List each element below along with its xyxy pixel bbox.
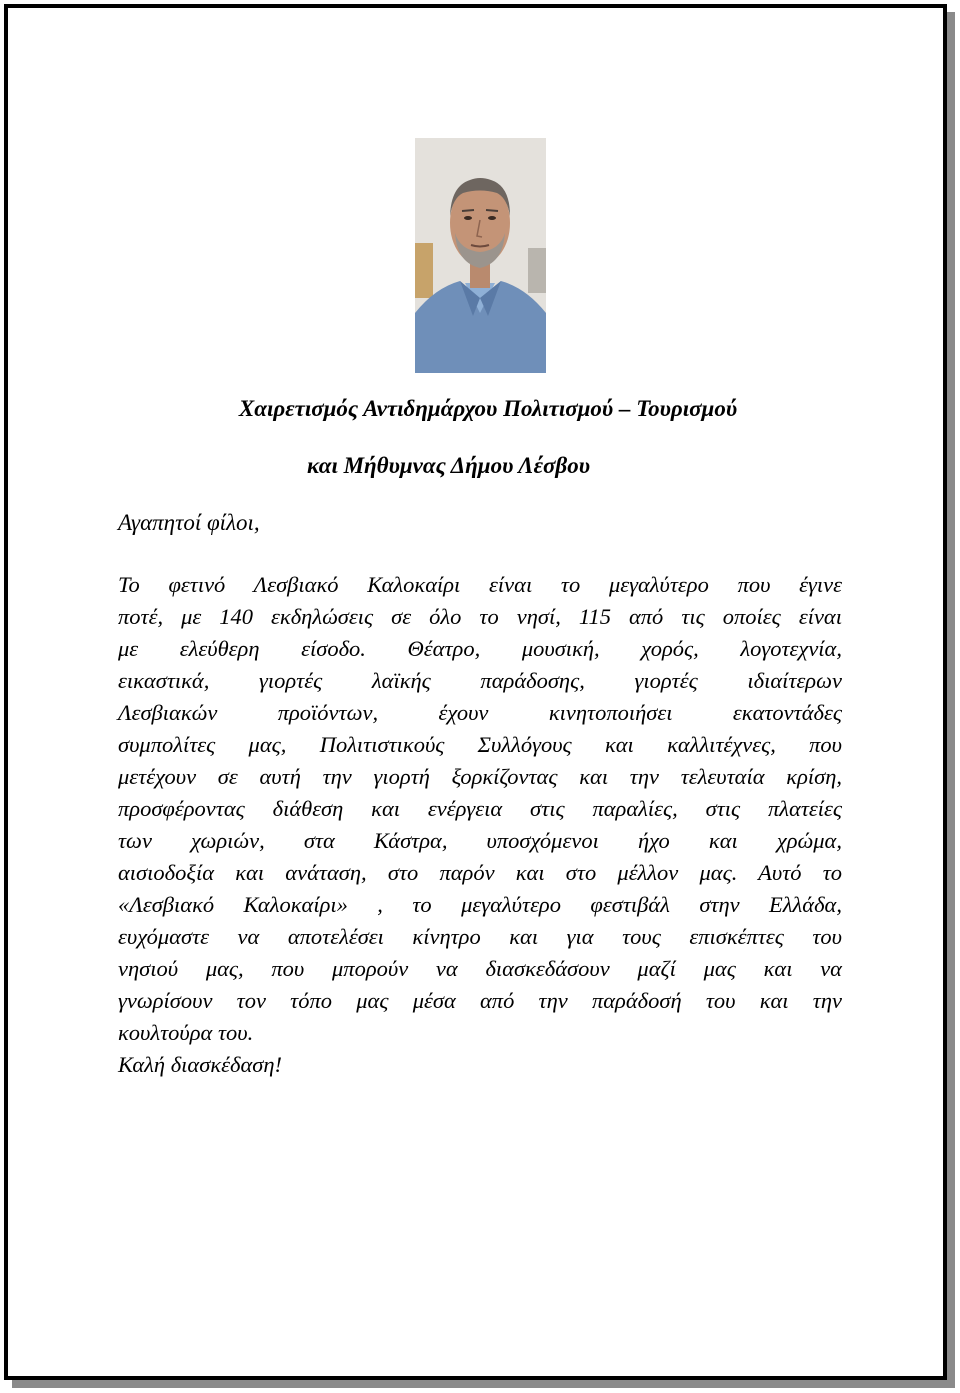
body-line: συμπολίτες μας, Πολιτιστικούς Συλλόγους και καλλιτέχνες, που	[118, 732, 842, 757]
body-line: με ελεύθερη είσοδο. Θέατρο, μουσική, χορός, λογοτεχνία,	[118, 636, 842, 661]
body-line: Λεσβιακών προϊόντων, έχουν κινητοποιήσει εκατοντάδες	[118, 700, 842, 725]
body-line: εικαστικά, γιορτές λαϊκής παράδοσης, γιορτές ιδιαίτερων	[118, 668, 842, 693]
body-line: κουλτούρα του.	[118, 1020, 254, 1045]
body-line: «Λεσβιακό Καλοκαίρι» , το μεγαλύτερο φεστιβάλ στην Ελλάδα,	[118, 892, 842, 917]
body-line: προσφέροντας διάθεση και ενέργεια στις παραλίες, στις πλατείες	[118, 796, 842, 821]
greeting-title-line-2: και Μήθυμνας Δήμου Λέσβου	[307, 453, 590, 478]
body-line: γνωρίσουν τον τόπο μας μέσα από την παράδοσή του και την	[118, 988, 842, 1013]
body-line: μετέχουν σε αυτή την γιορτή ξορκίζοντας και την τελευταία κρίση,	[118, 764, 842, 789]
body-line: Το φετινό Λεσβιακό Καλοκαίρι είναι το μεγαλύτερο που έγινε	[118, 572, 842, 597]
body-line: αισιοδοξία και ανάταση, στο παρόν και στο μέλλον μας. Αυτό το	[118, 860, 842, 885]
body-line: νησιού μας, που μπορούν να διασκεδάσουν μαζί μας και να	[118, 956, 842, 981]
portrait-illustration	[415, 138, 546, 373]
body-line: των χωριών, στα Κάστρα, υποσχόμενοι ήχο και χρώμα,	[118, 828, 842, 853]
closing-line: Καλή διασκέδαση!	[118, 1052, 283, 1077]
body-line: ποτέ, με 140 εκδηλώσεις σε όλο το νησί, 115 από τις οποίες είναι	[118, 604, 842, 629]
salutation: Αγαπητοί φίλοι,	[118, 510, 260, 535]
body-text	[118, 569, 842, 1081]
portrait-photo	[415, 138, 546, 373]
body-line: ευχόμαστε να αποτελέσει κίνητρο και για τους επισκέπτες του	[118, 924, 842, 949]
greeting-title-line-1: Χαιρετισμός Αντιδημάρχου Πολιτισμού – Τουρισμού	[238, 396, 738, 421]
